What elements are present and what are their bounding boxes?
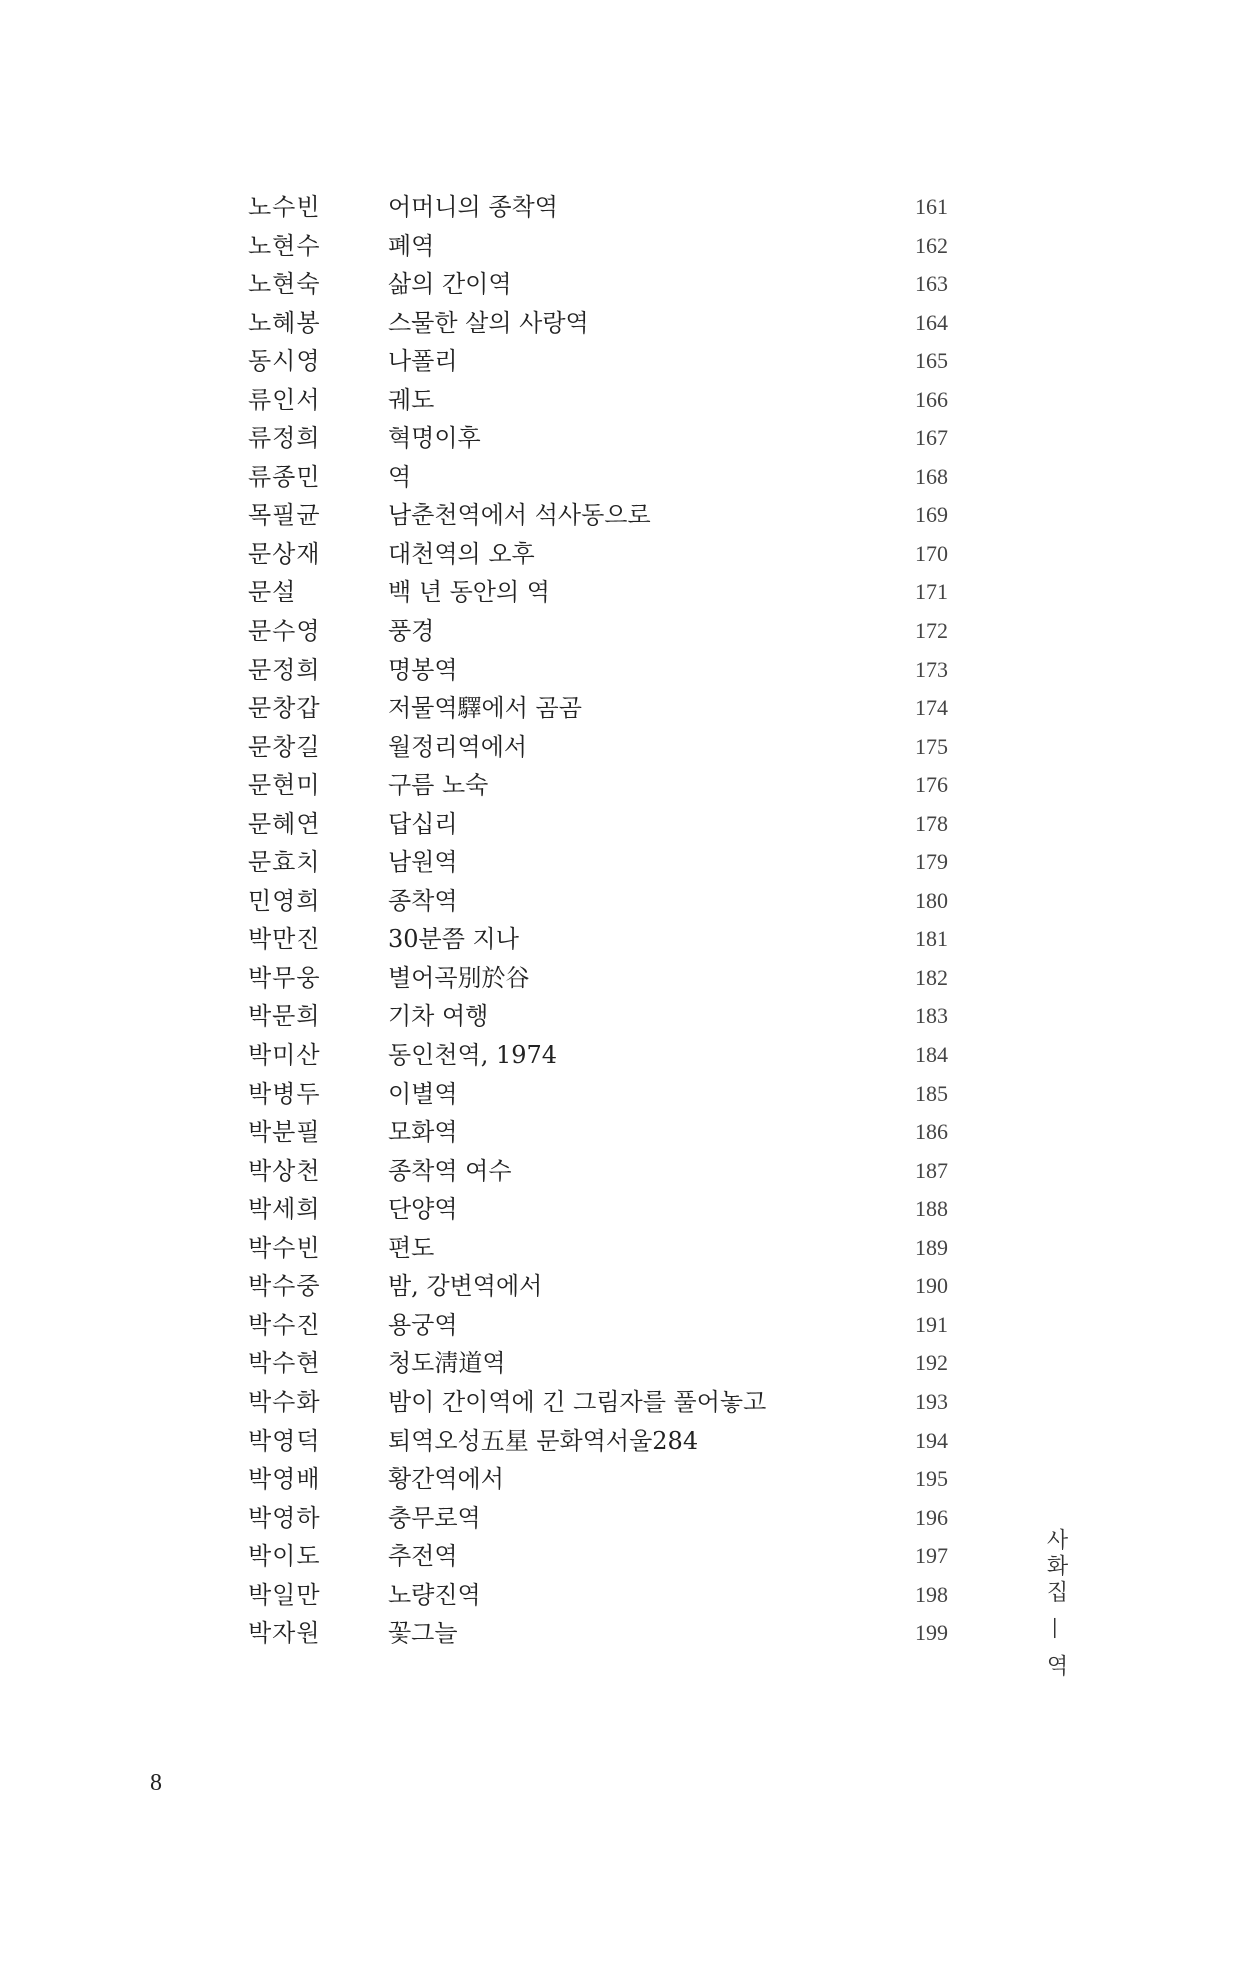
toc-author: 박이도 — [248, 1542, 321, 1571]
toc-page-number: 176 — [915, 772, 948, 798]
toc-entry — [248, 1075, 948, 1114]
toc-author: 문창길 — [248, 732, 321, 761]
toc-page-number: 172 — [915, 618, 948, 644]
toc-title: 저물역驛에서 곰곰 — [388, 694, 582, 723]
table-of-contents — [248, 188, 948, 1653]
toc-title: 편도 — [388, 1233, 435, 1262]
toc-author: 박수진 — [248, 1310, 321, 1339]
toc-entry — [248, 1614, 948, 1653]
toc-title: 청도淸道역 — [388, 1349, 506, 1378]
toc-author: 박영배 — [248, 1465, 321, 1494]
toc-page-number: 199 — [915, 1620, 948, 1646]
toc-entry — [248, 651, 948, 690]
toc-entry — [248, 573, 948, 612]
toc-author: 노수빈 — [248, 193, 321, 221]
toc-entry — [248, 728, 948, 767]
toc-title: 명봉역 — [388, 655, 458, 684]
toc-title: 단양역 — [388, 1195, 458, 1224]
toc-page-number: 166 — [915, 386, 948, 412]
toc-title: 구름 노숙 — [388, 771, 489, 800]
toc-entry — [248, 1113, 948, 1152]
toc-author: 박수화 — [248, 1387, 321, 1416]
toc-author: 박세희 — [248, 1195, 321, 1224]
toc-page-number: 189 — [915, 1234, 948, 1260]
toc-entry — [248, 381, 948, 420]
toc-title: 퇴역오성五星 문화역서울284 — [388, 1426, 699, 1455]
toc-page-number: 162 — [915, 232, 948, 258]
toc-title: 충무로역 — [388, 1503, 481, 1532]
toc-entry — [248, 1460, 948, 1499]
toc-entry — [248, 1229, 948, 1268]
toc-title: 모화역 — [388, 1118, 458, 1147]
toc-title: 밤이 간이역에 긴 그림자를 풀어놓고 — [388, 1387, 767, 1416]
toc-author: 박자원 — [248, 1619, 321, 1648]
toc-title: 종착역 — [388, 886, 458, 915]
toc-author: 박분필 — [248, 1118, 321, 1147]
toc-title: 어머니의 종착역 — [388, 193, 558, 221]
toc-page-number: 165 — [915, 348, 948, 374]
toc-title: 백 년 동안의 역 — [388, 578, 550, 607]
toc-page-number: 182 — [915, 964, 948, 990]
toc-entry — [248, 1422, 948, 1461]
toc-entry — [248, 419, 948, 458]
toc-page-number: 174 — [915, 695, 948, 721]
toc-page-number: 181 — [915, 926, 948, 952]
toc-author: 노혜봉 — [248, 308, 321, 337]
toc-page-number: 171 — [915, 579, 948, 605]
toc-title: 남춘천역에서 석사동으로 — [388, 501, 651, 530]
toc-author: 문효치 — [248, 848, 321, 877]
toc-title: 나폴리 — [388, 347, 458, 376]
toc-page-number: 193 — [915, 1388, 948, 1414]
toc-title: 30분쯤 지나 — [388, 925, 519, 954]
toc-author: 문현미 — [248, 771, 321, 800]
toc-entry — [248, 689, 948, 728]
toc-title: 용궁역 — [388, 1310, 458, 1339]
toc-author: 류인서 — [248, 385, 321, 414]
toc-entry — [248, 1190, 948, 1229]
toc-entry — [248, 1537, 948, 1576]
toc-author: 류정희 — [248, 424, 321, 453]
toc-page-number: 163 — [915, 271, 948, 297]
toc-page-number: 180 — [915, 887, 948, 913]
toc-author: 박영덕 — [248, 1426, 321, 1455]
toc-title: 별어곡別於谷 — [388, 963, 530, 992]
toc-page-number: 196 — [915, 1504, 948, 1530]
toc-page-number: 169 — [915, 502, 948, 528]
toc-page-number: 173 — [915, 656, 948, 682]
toc-entry — [248, 535, 948, 574]
toc-author: 박수중 — [248, 1272, 321, 1301]
toc-author: 문창갑 — [248, 694, 321, 723]
toc-page-number: 164 — [915, 309, 948, 335]
toc-author: 박수빈 — [248, 1233, 321, 1262]
toc-entry — [248, 1306, 948, 1345]
toc-title: 삶의 간이역 — [388, 270, 512, 299]
toc-entry — [248, 1267, 948, 1306]
toc-title: 대천역의 오후 — [388, 539, 535, 568]
toc-title: 혁명이후 — [388, 424, 481, 453]
toc-entry — [248, 1576, 948, 1615]
toc-entry — [248, 766, 948, 805]
toc-page-number: 185 — [915, 1080, 948, 1106]
toc-entry — [248, 882, 948, 921]
toc-author: 목필균 — [248, 501, 321, 530]
toc-author: 박수현 — [248, 1349, 321, 1378]
toc-page-number: 191 — [915, 1311, 948, 1337]
toc-title: 답십리 — [388, 809, 458, 838]
toc-page-number: 183 — [915, 1003, 948, 1029]
toc-entry — [248, 920, 948, 959]
toc-title: 추전역 — [388, 1542, 458, 1571]
toc-entry — [248, 342, 948, 381]
running-title: 사화집 — 역 — [1043, 1528, 1068, 1680]
toc-title: 역 — [388, 462, 412, 491]
toc-page-number: 195 — [915, 1466, 948, 1492]
toc-title: 노량진역 — [388, 1580, 481, 1609]
toc-title: 이별역 — [388, 1079, 458, 1108]
toc-entry — [248, 265, 948, 304]
toc-author: 박영하 — [248, 1503, 321, 1532]
toc-title: 꽃그늘 — [388, 1619, 458, 1648]
toc-page-number: 161 — [915, 194, 948, 219]
toc-author: 박만진 — [248, 925, 321, 954]
toc-author: 박일만 — [248, 1580, 321, 1609]
toc-author: 박병두 — [248, 1079, 321, 1108]
toc-title: 동인천역, 1974 — [388, 1041, 558, 1070]
toc-entry — [248, 1152, 948, 1191]
toc-title: 풍경 — [388, 617, 435, 646]
toc-title: 스물한 살의 사랑역 — [388, 308, 589, 337]
toc-page-number: 190 — [915, 1273, 948, 1299]
page-number: 8 — [150, 1770, 162, 1796]
toc-entry — [248, 997, 948, 1036]
toc-title: 황간역에서 — [388, 1465, 504, 1494]
toc-entry — [248, 1344, 948, 1383]
toc-entry — [248, 1383, 948, 1422]
toc-page-number: 175 — [915, 733, 948, 759]
toc-entry — [248, 612, 948, 651]
toc-entry — [248, 959, 948, 998]
toc-entry — [248, 227, 948, 266]
toc-author: 문정희 — [248, 655, 321, 684]
toc-page-number: 184 — [915, 1042, 948, 1068]
toc-title: 궤도 — [388, 385, 435, 414]
toc-author: 문상재 — [248, 539, 321, 568]
toc-entry — [248, 1499, 948, 1538]
toc-author: 문설 — [248, 578, 297, 607]
toc-page-number: 197 — [915, 1543, 948, 1569]
toc-page-number: 167 — [915, 425, 948, 451]
toc-page-number: 187 — [915, 1157, 948, 1183]
toc-page-number: 188 — [915, 1196, 948, 1222]
toc-entry — [248, 1036, 948, 1075]
toc-page-number: 179 — [915, 849, 948, 875]
toc-title: 남원역 — [388, 848, 458, 877]
toc-entry — [248, 843, 948, 882]
toc-entry — [248, 188, 948, 227]
toc-author: 동시영 — [248, 347, 321, 376]
toc-page-number: 178 — [915, 810, 948, 836]
toc-page-number: 198 — [915, 1581, 948, 1607]
toc-author: 민영희 — [248, 886, 321, 915]
toc-title: 종착역 여수 — [388, 1156, 512, 1185]
toc-author: 박상천 — [248, 1156, 321, 1185]
toc-author: 박문희 — [248, 1002, 321, 1031]
toc-author: 노현수 — [248, 231, 321, 260]
toc-entry — [248, 805, 948, 844]
toc-author: 류종민 — [248, 462, 321, 491]
toc-entry — [248, 458, 948, 497]
toc-title: 월정리역에서 — [388, 732, 528, 761]
toc-page-number: 170 — [915, 540, 948, 566]
toc-page-number: 168 — [915, 463, 948, 489]
toc-title: 밤, 강변역에서 — [388, 1272, 543, 1301]
toc-page-number: 194 — [915, 1427, 948, 1453]
toc-author: 노현숙 — [248, 270, 321, 299]
toc-entry — [248, 496, 948, 535]
toc-author: 문혜연 — [248, 809, 321, 838]
toc-entry — [248, 304, 948, 343]
toc-author: 박미산 — [248, 1041, 321, 1070]
toc-page-number: 186 — [915, 1119, 948, 1145]
toc-page-number: 192 — [915, 1350, 948, 1376]
toc-title: 기차 여행 — [388, 1002, 489, 1031]
toc-author: 박무웅 — [248, 963, 321, 992]
toc-title: 폐역 — [388, 231, 435, 260]
toc-author: 문수영 — [248, 617, 321, 646]
